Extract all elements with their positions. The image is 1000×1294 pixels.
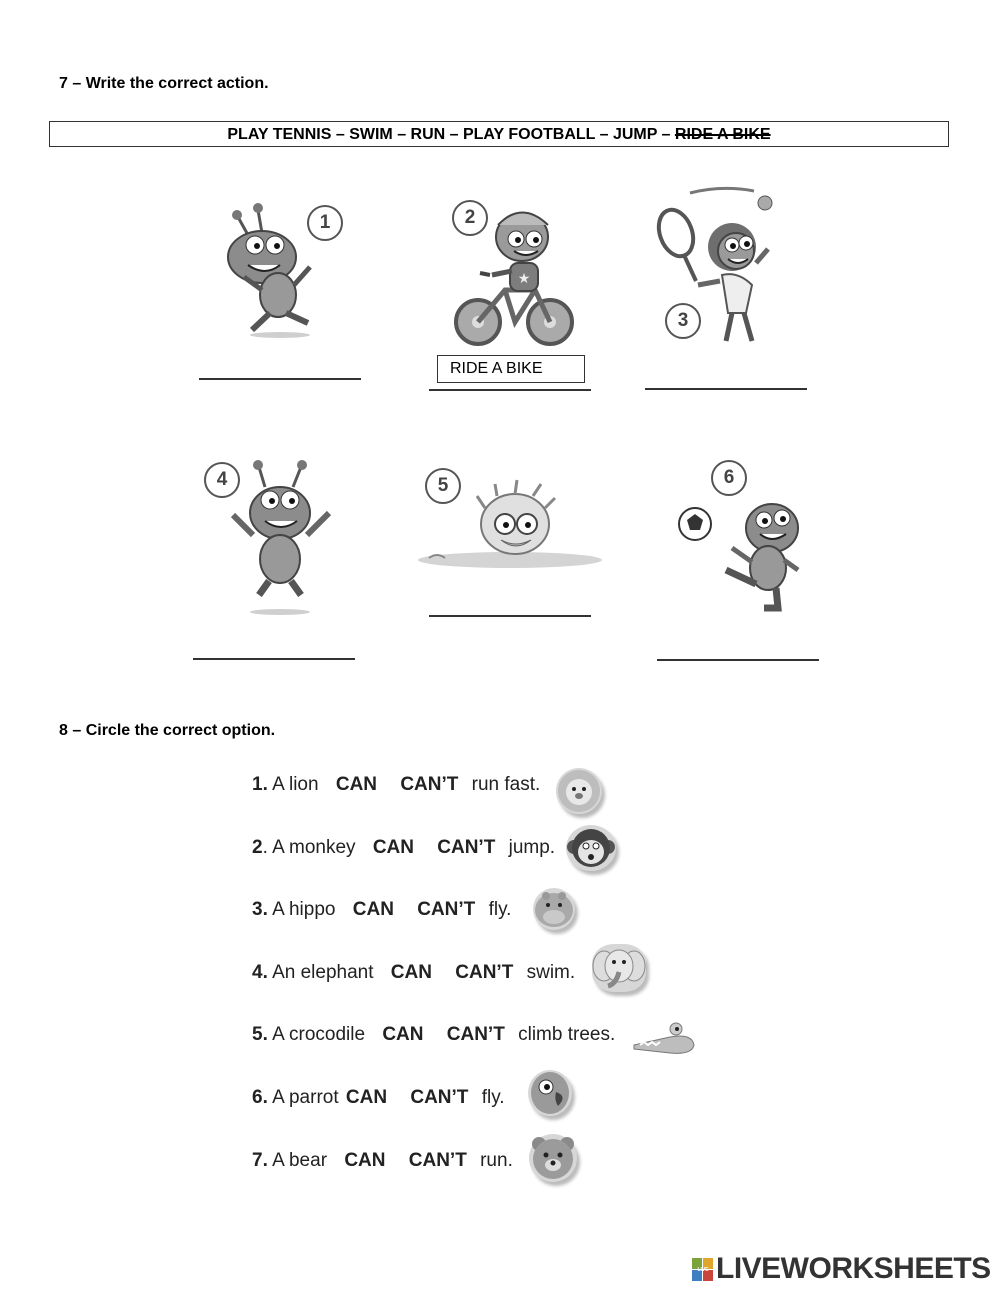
item-4-number-badge: 4	[204, 462, 240, 498]
parrot-icon	[528, 1070, 572, 1116]
option-can[interactable]: CAN	[390, 962, 432, 983]
football-icon	[672, 488, 812, 618]
svg-text:★: ★	[517, 271, 531, 287]
word-bank-options: PLAY TENNIS – SWIM – RUN – PLAY FOOTBALL – JUMP –	[227, 126, 675, 143]
sentence-number: 7.	[252, 1150, 268, 1171]
exercise-8-title: 8 – Circle the correct option.	[59, 722, 276, 739]
option-cant[interactable]: CAN’T	[446, 1024, 505, 1045]
answer-line-2	[429, 389, 591, 391]
sentence-number: 4.	[252, 962, 268, 983]
picture-4-jumping	[225, 455, 340, 620]
sentence-predicate: climb trees.	[518, 1024, 616, 1045]
sentence-predicate: run.	[480, 1150, 513, 1171]
answer-line-5[interactable]	[429, 615, 591, 617]
answer-line-3[interactable]	[645, 388, 807, 390]
sentence-predicate: run fast.	[471, 774, 541, 795]
option-can[interactable]: CAN	[352, 899, 394, 920]
option-cant[interactable]: CAN’T	[437, 837, 496, 858]
logo-text: LIVEWORKSHEETS	[716, 1252, 991, 1285]
option-can[interactable]: CAN	[372, 837, 414, 858]
monkey-icon	[566, 825, 616, 871]
elephant-icon	[592, 944, 646, 992]
sentence-number: 5.	[252, 1024, 268, 1045]
option-cant[interactable]: CAN’T	[408, 1150, 467, 1171]
word-bank-crossed-option: RIDE A BIKE	[674, 126, 771, 143]
sentence-number: 1.	[252, 774, 268, 795]
bear-icon	[529, 1134, 577, 1182]
sentence-number: 3.	[252, 899, 268, 920]
hippo-icon	[533, 888, 575, 930]
sentence-subject: A parrot	[267, 1087, 344, 1108]
sentence-1	[252, 774, 540, 796]
option-can[interactable]: CAN	[344, 1150, 386, 1171]
sentence-7	[252, 1150, 513, 1172]
item-3-number-badge: 3	[665, 303, 701, 339]
sentence-4	[252, 962, 575, 984]
answer-line-4[interactable]	[193, 658, 355, 660]
sentence-predicate: fly.	[488, 899, 512, 920]
word-bank	[49, 121, 949, 147]
sentence-subject: A bear	[267, 1150, 333, 1171]
sentence-number: 6.	[252, 1087, 268, 1108]
liveworksheets-logo[interactable]	[692, 1254, 992, 1288]
option-can[interactable]: CAN	[345, 1087, 388, 1108]
sentence-6	[252, 1087, 505, 1109]
sentence-predicate: jump.	[508, 837, 556, 858]
option-cant[interactable]: CAN’T	[410, 1087, 469, 1108]
sentence-subject: A lion	[267, 774, 324, 795]
sentence-predicate: swim.	[526, 962, 576, 983]
sentence-predicate: fly.	[481, 1087, 505, 1108]
answer-line-6[interactable]	[657, 659, 819, 661]
item-1-number-badge: 1	[307, 205, 343, 241]
sentence-3	[252, 899, 511, 921]
answer-box-2[interactable]: RIDE A BIKE	[437, 355, 585, 383]
sentence-2	[252, 837, 555, 859]
option-can[interactable]: CAN	[335, 774, 378, 795]
exercise-7-title: 7 – Write the correct action.	[59, 75, 269, 92]
sentence-subject: . A monkey	[262, 837, 361, 858]
item-5-number-badge: 5	[425, 468, 461, 504]
picture-6-playing-football	[672, 488, 812, 618]
option-cant[interactable]: CAN’T	[400, 774, 459, 795]
option-cant[interactable]: CAN’T	[455, 962, 514, 983]
item-2-number-badge: 2	[452, 200, 488, 236]
sentence-subject: A hippo	[267, 899, 341, 920]
sentence-subject: An elephant	[267, 962, 379, 983]
logo-badge-text: LIVE	[697, 1267, 709, 1273]
answer-line-1[interactable]	[199, 378, 361, 380]
sentence-subject: A crocodile	[267, 1024, 371, 1045]
bug-jump-arms-icon	[225, 455, 340, 620]
item-6-number-badge: 6	[711, 460, 747, 496]
logo-badge-icon	[692, 1258, 714, 1282]
crocodile-icon	[630, 1015, 698, 1061]
sentence-5	[252, 1024, 615, 1046]
lion-icon	[556, 768, 602, 814]
option-cant[interactable]: CAN’T	[417, 899, 476, 920]
option-can[interactable]: CAN	[382, 1024, 424, 1045]
sentence-number: 2	[252, 837, 263, 858]
